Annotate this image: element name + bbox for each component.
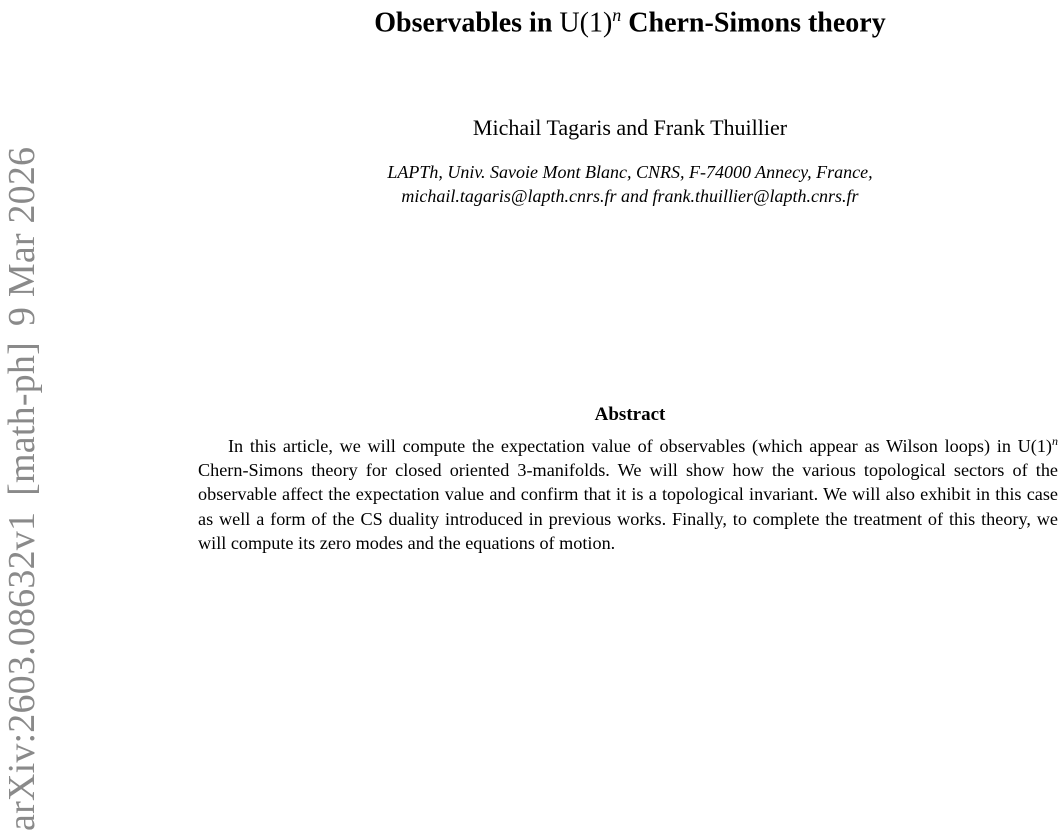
- abstract-text-part1: In this article, we will compute the expectation value of observables (which appear as Wilson loops) in U(1): [228, 436, 1052, 457]
- title-group: U(1): [559, 7, 613, 39]
- affiliation-line: LAPTh, Univ. Savoie Mont Blanc, CNRS, F-74000 Annecy, France,: [387, 162, 873, 182]
- title-exponent: n: [612, 5, 622, 25]
- authors: Michail Tagaris and Frank Thuillier: [472, 115, 788, 140]
- affiliation: [200, 160, 1060, 208]
- arxiv-category: [math-ph]: [1, 342, 43, 496]
- author-emails: michail.tagaris@lapth.cnrs.fr and frank.thuillier@lapth.cnrs.fr: [401, 186, 859, 206]
- abstract-exponent: n: [1052, 434, 1058, 448]
- abstract-text: [198, 429, 1058, 555]
- arxiv-date: 9 Mar 2026: [1, 146, 43, 327]
- arxiv-id[interactable]: arXiv:2603.08632v1: [1, 511, 43, 831]
- title-suffix: Chern-Simons theory: [628, 7, 886, 39]
- title-prefix: Observables in: [374, 7, 553, 39]
- paper-title: [200, 0, 1060, 40]
- arxiv-stamp: [0, 0, 44, 835]
- abstract-text-part2: Chern-Simons theory for closed oriented 3-manifolds. We will show how the various topological sectors of the observable affect the expectation value and confirm that it is a topological invariant. We will also exhibit in this case as well a form of the CS duality introduced in previous works. Finally, to complete the treatment of this theory, we will compute its zero modes and the equations of motion.: [198, 460, 1058, 553]
- abstract-heading: Abstract: [594, 404, 666, 425]
